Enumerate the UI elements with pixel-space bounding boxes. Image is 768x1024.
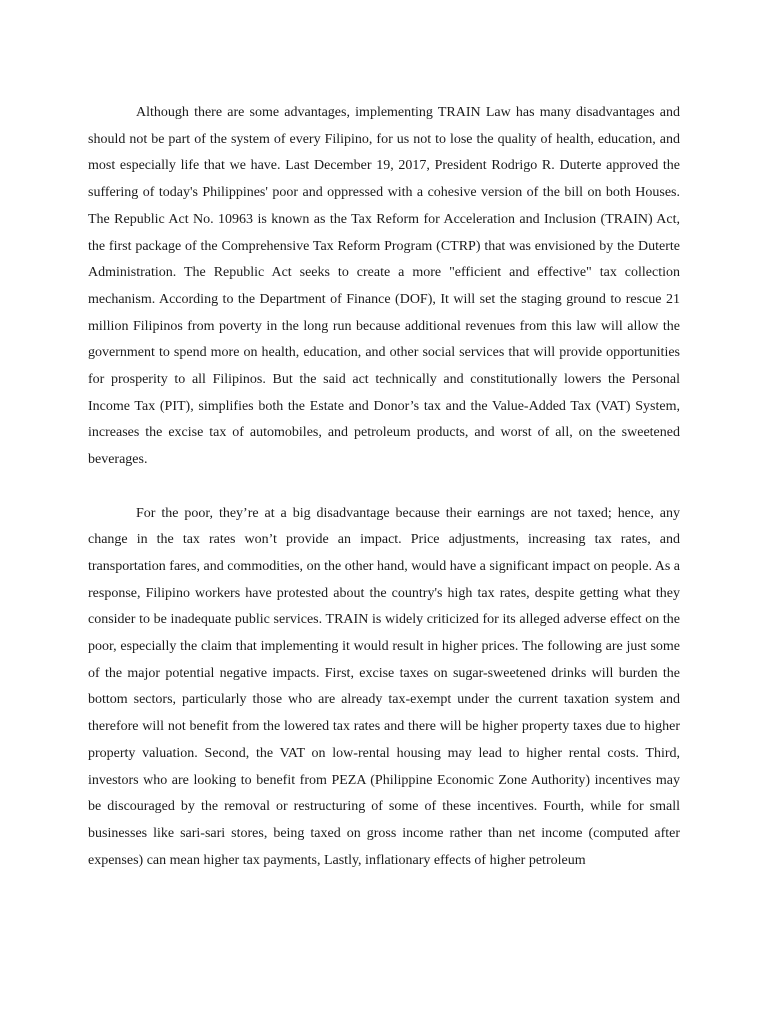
document-body <box>88 100 680 901</box>
paragraph-1: Although there are some advantages, implementing TRAIN Law has many disadvantages and should not be part of the system of every Filipino, for us not to lose the quality of health, education, and most especially life that we have. Last December 19, 2017, President Rodrigo R. Duterte approved the suffering of today's Philippines' poor and oppressed with a cohesive version of the bill on both Houses. The Republic Act No. 10963 is known as the Tax Reform for Acceleration and Inclusion (TRAIN) Act, the first package of the Comprehensive Tax Reform Program (CTRP) that was envisioned by the Duterte Administration. The Republic Act seeks to create a more "efficient and effective" tax collection mechanism. According to the Department of Finance (DOF), It will set the staging ground to rescue 21 million Filipinos from poverty in the long run because additional revenues from this law will allow the government to spend more on health, education, and other social services that will provide opportunities for prosperity to all Filipinos. But the said act technically and constitutionally lowers the Personal Income Tax (PIT), simplifies both the Estate and Donor’s tax and the Value-Added Tax (VAT) System, increases the excise tax of automobiles, and petroleum products, and worst of all, on the sweetened beverages. <box>88 105 680 468</box>
paragraph-2: For the poor, they’re at a big disadvantage because their earnings are not taxed; hence, any change in the tax rates won’t provide an impact. Price adjustments, increasing tax rates, and transportation fares, and commodities, on the other hand, would have a significant impact on people. As a response, Filipino workers have protested about the country's high tax rates, despite getting what they consider to be inadequate public services. TRAIN is widely criticized for its alleged adverse effect on the poor, especially the claim that implementing it would result in higher prices. The following are just some of the major potential negative impacts. First, excise taxes on sugar-sweetened drinks will burden the bottom sectors, particularly those who are already tax-exempt under the current taxation system and therefore will not benefit from the lowered tax rates and there will be higher property taxes due to higher property valuation. Second, the VAT on low-rental housing may lead to higher rental costs. Third, investors who are looking to benefit from PEZA (Philippine Economic Zone Authority) incentives may be discouraged by the removal or restructuring of some of these incentives. Fourth, while for small businesses like sari-sari stores, being taxed on gross income rather than net income (computed after expenses) can mean higher tax payments, Lastly, inflationary effects of higher petroleum <box>88 505 680 868</box>
